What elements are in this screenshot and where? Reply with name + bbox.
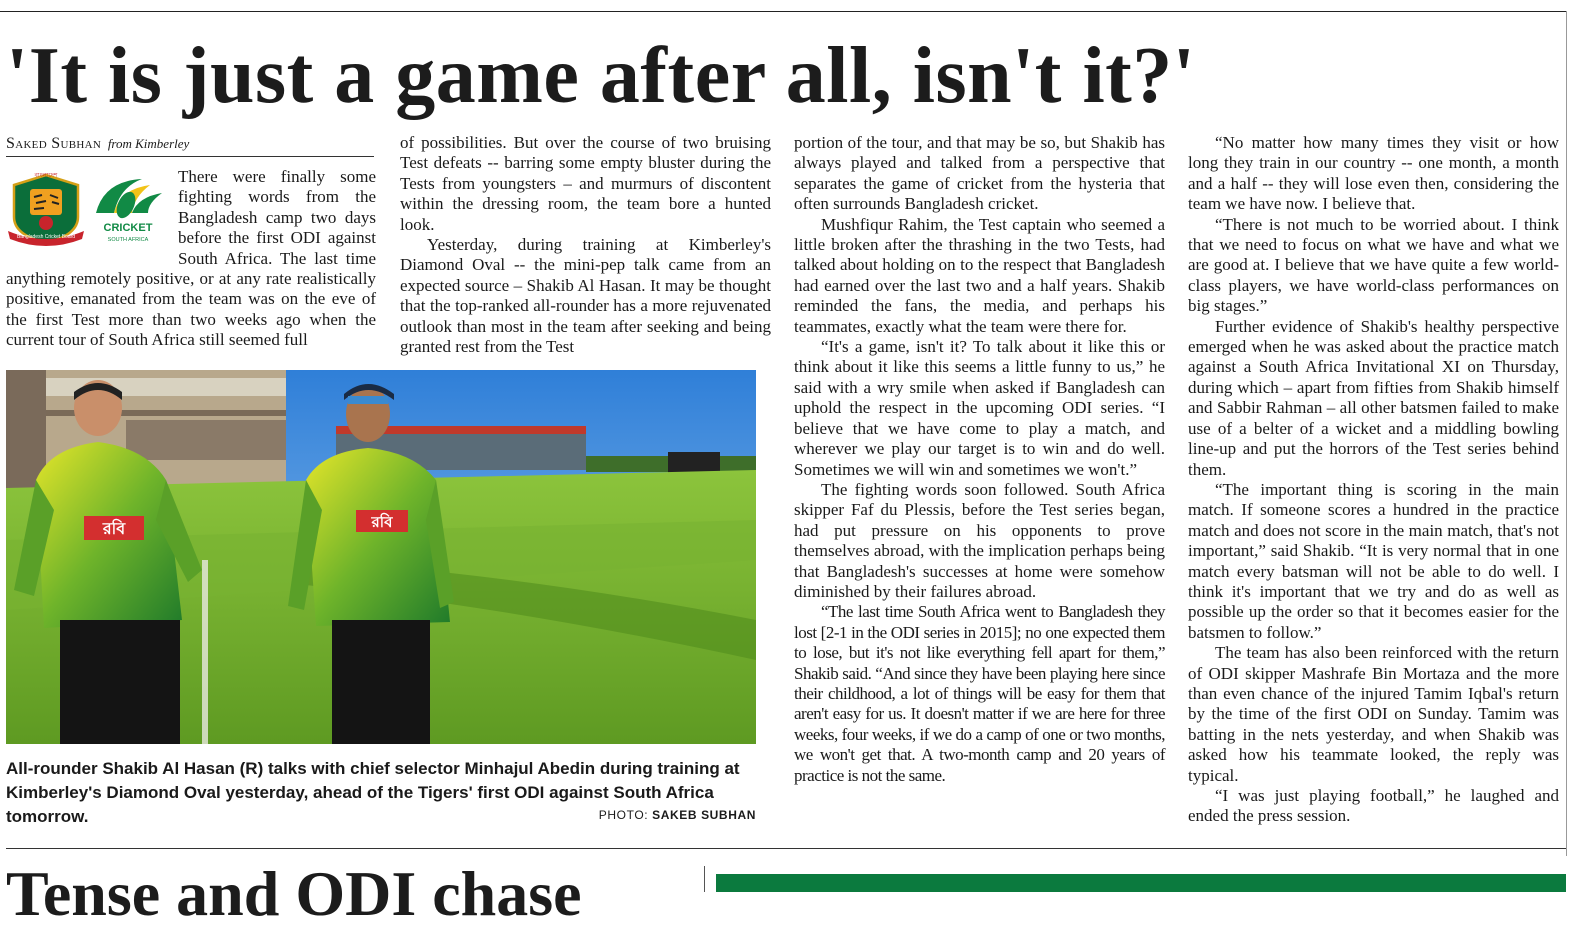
team-logos (6, 167, 170, 251)
bangladesh-cricket-board-logo (6, 171, 86, 247)
paragraph: The team has also been reinforced with the return of ODI skipper Mashrafe Bin Mortaza and the more than even chance of the injured Tamim Iqbal's return by the time of the first ODI on Sunday. Tamim was batting in the nets yesterday, and when Shakib was asked how his teammate looked, the reply was typical. (1188, 643, 1559, 785)
training-photo-illustration (6, 370, 756, 744)
jersey-sponsor-right: রবি (371, 513, 393, 531)
column-divider (704, 866, 705, 892)
paragraph: of possibilities. But over the course of two bruising Test defeats -- barring some empty bluster during the Tests from youngsters – and murmurs of discontent within the dressing room, the team bore a hunted look. (400, 133, 771, 234)
paragraph: “The last time South Africa went to Bangladesh they lost [2-1 in the ODI series in 2015]; no one expected them to lose, but it's not like everything fell apart for them,” Shakib said. “And since they have been playing here since their childhood, a lot of things will be easy for them that aren't easy for us. It doesn't matter if we are here for three weeks, four weeks, if we do a camp of one or two months, we won't get that. A two-month camp and 20 years of practice is not the same. (794, 602, 1165, 785)
byline (6, 134, 374, 157)
paragraph: portion of the tour, and that may be so, but Shakib has always played and talked from a perspective that separates the game of cricket from the hysteria that often surrounds Bangladesh cricket. (794, 133, 1165, 214)
article-photo (6, 370, 756, 744)
article-column-2 (400, 133, 771, 357)
csa-logo-subtext: SOUTH AFRICA (107, 237, 149, 243)
article-column-1 (6, 167, 376, 351)
next-article-headline (6, 858, 696, 929)
paragraph: The fighting words soon followed. South Africa skipper Faf du Plessis, before the Test series began, had put pressure on his opponents to prove themselves abroad, with the implication perhaps being that Bangladesh's successes at home were somehow diminished by their failures abroad. (794, 479, 1165, 601)
paragraph: Yesterday, during training at Kimberley's Diamond Oval -- the mini-pep talk came from an expected source – Shakib Al Hasan. It may be thought that the top-ranked all-rounder has a more rejuvenated outlook than most in the team after seeking and being granted rest from the Test (400, 235, 771, 357)
green-section-bar (716, 874, 1566, 892)
paragraph: “No matter how many times they visit or how long they train in our country -- one month, a month and a half -- they will lose even then, considering the team we have now. I believe that. (1188, 133, 1559, 214)
right-edge-rule (1566, 11, 1567, 856)
jersey-sponsor-left: রবি (102, 519, 126, 538)
paragraph: “There is not much to be worried about. I think that we need to focus on what we have and what we are good at. I believe that we have quite a few world-class players, we have world-class performances on big stages.” (1188, 214, 1559, 316)
article-column-4 (1188, 133, 1559, 827)
byline-location: from Kimberley (107, 136, 190, 151)
bottom-rule (6, 848, 1566, 849)
photo-caption: All-rounder Shakib Al Hasan (R) talks with chief selector Minhajul Abedin during training at Kimberley's Diamond Oval yesterday, ahead of the Tigers' first ODI against South Africa tomorrow. (6, 759, 740, 826)
photo-credit-label: PHOTO: (598, 808, 649, 822)
top-rule (0, 11, 1566, 12)
photo-credit (598, 808, 756, 822)
headline: 'It is just a game after all, isn't it?' (6, 32, 1196, 120)
cricket-south-africa-logo (90, 173, 166, 247)
photo-credit-name: SAKEB SUBHAN (652, 808, 756, 822)
paragraph: “I was just playing football,” he laughed and ended the press session. (1188, 786, 1559, 826)
paragraph: Further evidence of Shakib's healthy perspective emerged when he was asked about the practice match against a South Africa Invitational XI on Thursday, during which – apart from fifties from Shakib himself and Sabbir Rahman – all other batsmen failed to make use of a belter of a wicket and a middling bowling line-up and put the horrors of the Test series behind them. (1188, 316, 1559, 479)
bcb-banner-text: Bangladesh Cricket Board (16, 234, 76, 240)
paragraph: Mushfiqur Rahim, the Test captain who seemed a little broken after the thrashing in the two Tests, had talked about holding on to the respect that Bangladesh had earned over the last two and a half years. Shakib reminded the fans, the media, and perhaps his teammates, exactly what the team were there for. (794, 214, 1165, 336)
csa-logo-text: CRICKET (103, 222, 153, 234)
article-column-3 (794, 133, 1165, 786)
next-article-headline-text: Tense and ODI chase (6, 858, 582, 929)
paragraph: “The important thing is scoring in the main match. If someone scores a hundred in the practice match and does not score in the main match, that's not important,” said Shakib. “It is very normal that in one match every batsman will not be able to do well. I think it's important that we try and do as well as possible up the order so that it becomes easier for the batsmen to follow.” (1188, 479, 1559, 642)
byline-author: Saked Subhan (6, 135, 102, 152)
paragraph: “It's a game, isn't it? To talk about it like this or think about it like this seems a little funny to us,” he said with a wry smile when asked if Bangladesh can uphold the respect in the upcoming ODI series. “I believe that we have come to play a match, and wherever we play our target is to win and do well. Sometimes we will win and sometimes we won't.” (794, 337, 1165, 479)
paragraph: There were finally some fighting words from the Bangladesh camp two days before the first ODI against South Africa. The last time anything remotely positive, or at any rate realistically positive, emanated from the team was on the eve of the first Test more than two weeks ago when the current tour of South Africa still seemed full (6, 167, 376, 350)
bcb-top-text: বাংলাদেশ (34, 172, 58, 179)
